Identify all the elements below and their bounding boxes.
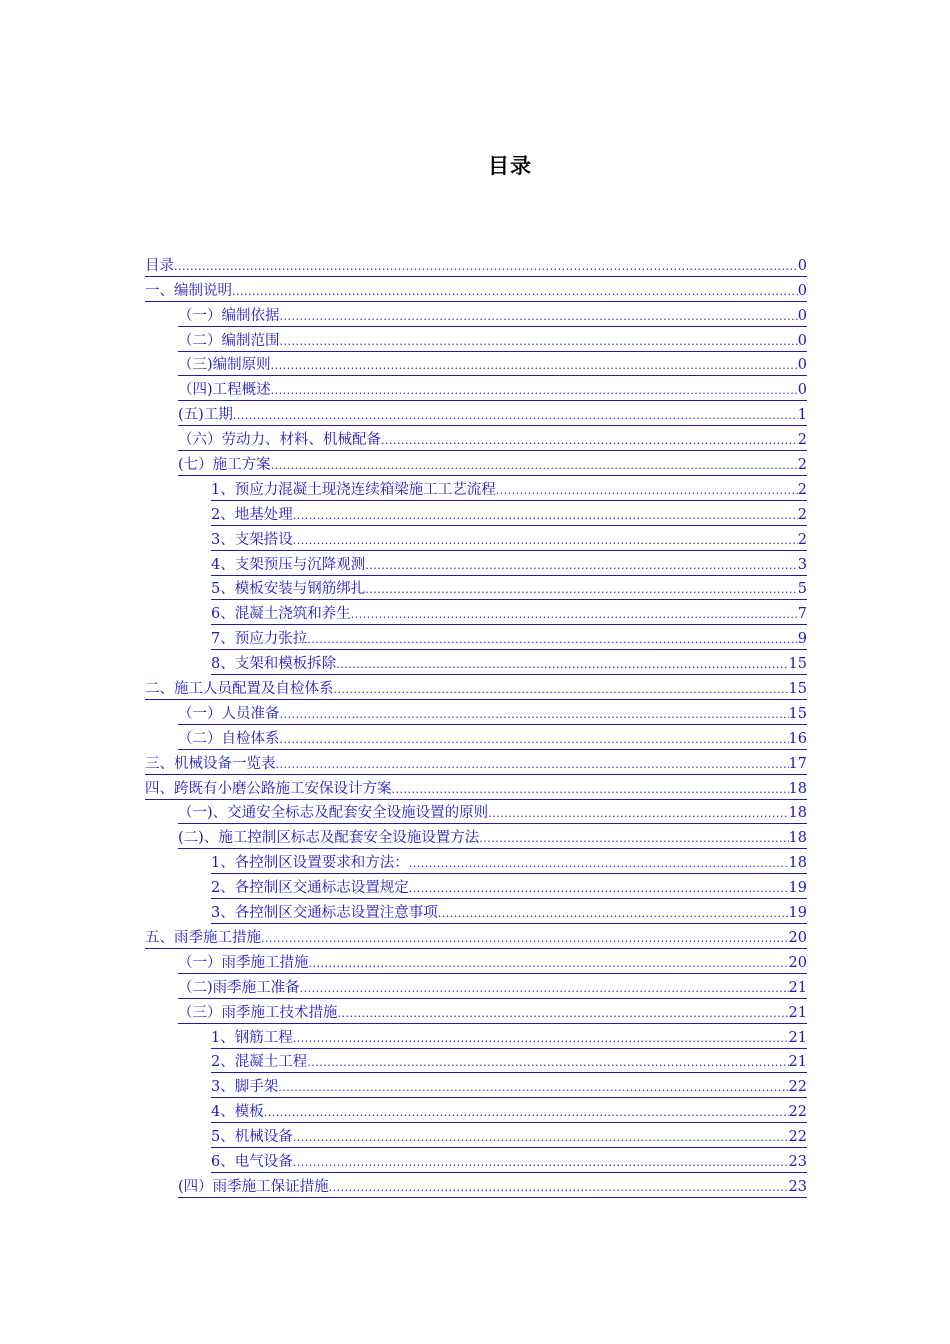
toc-entry-link[interactable] [145,874,807,899]
toc-dot-leader [438,905,789,924]
toc-entry-link[interactable] [145,551,807,576]
toc-page-number: 18 [789,805,807,824]
toc-entry-label: (七）施工方案 [178,457,271,476]
toc-entry-label: （二)雨季施工准备 [178,980,300,999]
toc-page-number: 18 [789,830,807,849]
toc-dot-leader [174,258,798,277]
toc-entry-link[interactable] [145,800,807,825]
toc-page-number: 2 [798,432,807,451]
toc-entry-link[interactable] [145,1049,807,1074]
toc-dot-leader [280,333,798,352]
toc-dot-leader [233,407,798,426]
toc-entry-label: (四）雨季施工保证措施 [178,1179,329,1198]
toc-dot-leader [479,830,788,849]
toc-entry-link[interactable] [145,675,807,700]
toc-entry-label: （三)编制原则 [178,357,271,376]
toc-entry-label: 2、地基处理 [211,507,293,526]
toc-entry-link[interactable] [145,376,807,401]
toc-entry-link[interactable] [145,600,807,625]
toc-entry-link[interactable] [145,974,807,999]
toc-page-number: 21 [789,980,807,999]
toc-dot-leader [293,1030,789,1049]
toc-entry-label: 1、钢筋工程 [211,1030,293,1049]
toc-dot-leader [309,955,789,974]
toc-entry-label: 一、编制说明 [145,283,232,302]
page-title: 目录 [488,154,532,178]
toc-dot-leader [293,532,798,551]
toc-entry-link[interactable] [145,1148,807,1173]
toc-page-number: 5 [798,581,807,600]
toc-entry-link[interactable] [145,650,807,675]
toc-dot-leader [293,507,798,526]
toc-page-number: 16 [789,731,807,750]
toc-entry-link[interactable] [145,277,807,302]
toc-entry-label: （二）编制范围 [178,333,280,352]
table-of-contents [145,252,807,1198]
toc-page-number: 1 [798,407,807,426]
toc-entry-link[interactable] [145,1024,807,1049]
toc-entry-link[interactable] [145,401,807,426]
toc-dot-leader [307,1054,788,1073]
toc-page-number: 21 [789,1005,807,1024]
toc-page-number: 21 [789,1030,807,1049]
toc-entry-link[interactable] [145,949,807,974]
toc-entry-label: 目录 [145,258,174,277]
toc-entry-label: (五)工期 [178,407,233,426]
toc-entry-label: （一)、交通安全标志及配套安全设施设置的原则 [178,805,488,824]
toc-entry-link[interactable] [145,625,807,650]
toc-entry-label: 五、雨季施工措施 [145,930,261,949]
toc-entry-label: 二、施工人员配置及自检体系 [145,681,334,700]
toc-entry-link[interactable] [145,700,807,725]
toc-page-number: 23 [789,1154,807,1173]
toc-page-number: 15 [789,706,807,725]
toc-page-number: 18 [789,855,807,874]
toc-page-number: 0 [798,333,807,352]
toc-page-number: 0 [798,382,807,401]
toc-entry-link[interactable] [145,352,807,377]
toc-page-number: 9 [798,631,807,650]
toc-page-number: 20 [789,930,807,949]
toc-dot-leader [307,631,798,650]
toc-page-number: 15 [789,681,807,700]
toc-dot-leader [271,382,798,401]
toc-dot-leader [271,457,798,476]
toc-entry-link[interactable] [145,426,807,451]
toc-entry-label: 三、机械设备一览表 [145,756,276,775]
toc-entry-label: （六）劳动力、材料、机械配备 [178,432,381,451]
toc-page-number: 22 [789,1079,807,1098]
toc-entry-link[interactable] [145,1073,807,1098]
toc-dot-leader [293,1129,789,1148]
toc-dot-leader [409,880,789,899]
toc-page-number: 21 [789,1054,807,1073]
toc-dot-leader [280,731,789,750]
toc-dot-leader [232,283,798,302]
toc-page-number: 22 [789,1129,807,1148]
toc-dot-leader [409,855,789,874]
toc-page-number: 7 [798,606,807,625]
toc-dot-leader [365,581,798,600]
toc-page-number: 0 [798,357,807,376]
toc-entry-label: 1、各控制区设置要求和方法： [211,855,409,874]
toc-entry-label: 4、模板 [211,1104,264,1123]
toc-page-number: 19 [789,880,807,899]
toc-entry-label: （一）雨季施工措施 [178,955,309,974]
toc-entry-link[interactable] [145,824,807,849]
toc-page-number: 2 [798,507,807,526]
toc-entry-link[interactable] [145,775,807,800]
toc-entry-label: 4、支架预压与沉降观测 [211,557,365,576]
toc-entry-label: 3、支架搭设 [211,532,293,551]
toc-dot-leader [271,357,798,376]
toc-page-number: 0 [798,283,807,302]
toc-entry-link[interactable] [145,576,807,601]
toc-entry-link[interactable] [145,451,807,476]
toc-entry-label: 1、预应力混凝土现浇连续箱梁施工工艺流程 [211,482,496,501]
toc-entry-link[interactable] [145,1173,807,1198]
toc-entry-link[interactable] [145,1098,807,1123]
toc-dot-leader [392,781,789,800]
toc-dot-leader [365,557,798,576]
toc-entry-link[interactable] [145,526,807,551]
toc-dot-leader [261,930,789,949]
toc-dot-leader [336,656,788,675]
toc-dot-leader [329,1179,789,1198]
toc-entry-link[interactable] [145,302,807,327]
toc-entry-label: 3、脚手架 [211,1079,278,1098]
toc-entry-link[interactable] [145,252,807,277]
toc-page-number: 19 [789,905,807,924]
toc-dot-leader [381,432,798,451]
toc-entry-label: （四)工程概述 [178,382,271,401]
toc-entry-link[interactable] [145,750,807,775]
toc-page-number: 18 [789,781,807,800]
toc-page-number: 0 [798,308,807,327]
toc-entry-label: （一）编制依据 [178,308,280,327]
toc-page-number: 2 [798,482,807,501]
toc-entry-link[interactable] [145,725,807,750]
toc-page-number: 3 [798,557,807,576]
toc-dot-leader [300,980,789,999]
toc-page-number: 15 [789,656,807,675]
toc-entry-link[interactable] [145,899,807,924]
toc-entry-link[interactable] [145,1123,807,1148]
toc-dot-leader [293,1154,789,1173]
toc-entry-label: （一）人员准备 [178,706,280,725]
toc-page-number: 17 [789,756,807,775]
toc-dot-leader [280,308,798,327]
toc-dot-leader [264,1104,789,1123]
toc-dot-leader [334,681,789,700]
toc-entry-link[interactable] [145,476,807,501]
toc-entry-link[interactable] [145,501,807,526]
toc-page-number: 2 [798,532,807,551]
toc-dot-leader [278,1079,788,1098]
toc-entry-label: 四、跨既有小磨公路施工安保设计方案 [145,781,392,800]
toc-entry-label: 2、各控制区交通标志设置规定 [211,880,409,899]
toc-entry-label: 5、机械设备 [211,1129,293,1148]
toc-dot-leader [496,482,798,501]
toc-page-number: 0 [798,258,807,277]
toc-entry-label: 7、预应力张拉 [211,631,307,650]
toc-dot-leader [280,706,789,725]
toc-dot-leader [351,606,798,625]
toc-entry-label: (二)、施工控制区标志及配套安全设施设置方法 [178,830,479,849]
toc-dot-leader [338,1005,789,1024]
toc-entry-link[interactable] [145,924,807,949]
toc-page-number: 2 [798,457,807,476]
toc-entry-link[interactable] [145,849,807,874]
toc-page-number: 22 [789,1104,807,1123]
toc-entry-label: 6、电气设备 [211,1154,293,1173]
toc-entry-label: （三）雨季施工技术措施 [178,1005,338,1024]
toc-entry-label: 8、支架和模板拆除 [211,656,336,675]
toc-dot-leader [488,805,788,824]
toc-entry-label: 2、混凝土工程 [211,1054,307,1073]
toc-entry-link[interactable] [145,999,807,1024]
toc-entry-label: （二）自检体系 [178,731,280,750]
toc-entry-label: 5、模板安装与钢筋绑扎 [211,581,365,600]
toc-dot-leader [276,756,789,775]
toc-entry-label: 3、各控制区交通标志设置注意事项 [211,905,438,924]
toc-page-number: 23 [789,1179,807,1198]
toc-page-number: 20 [789,955,807,974]
toc-entry-label: 6、混凝土浇筑和养生 [211,606,351,625]
toc-entry-link[interactable] [145,327,807,352]
